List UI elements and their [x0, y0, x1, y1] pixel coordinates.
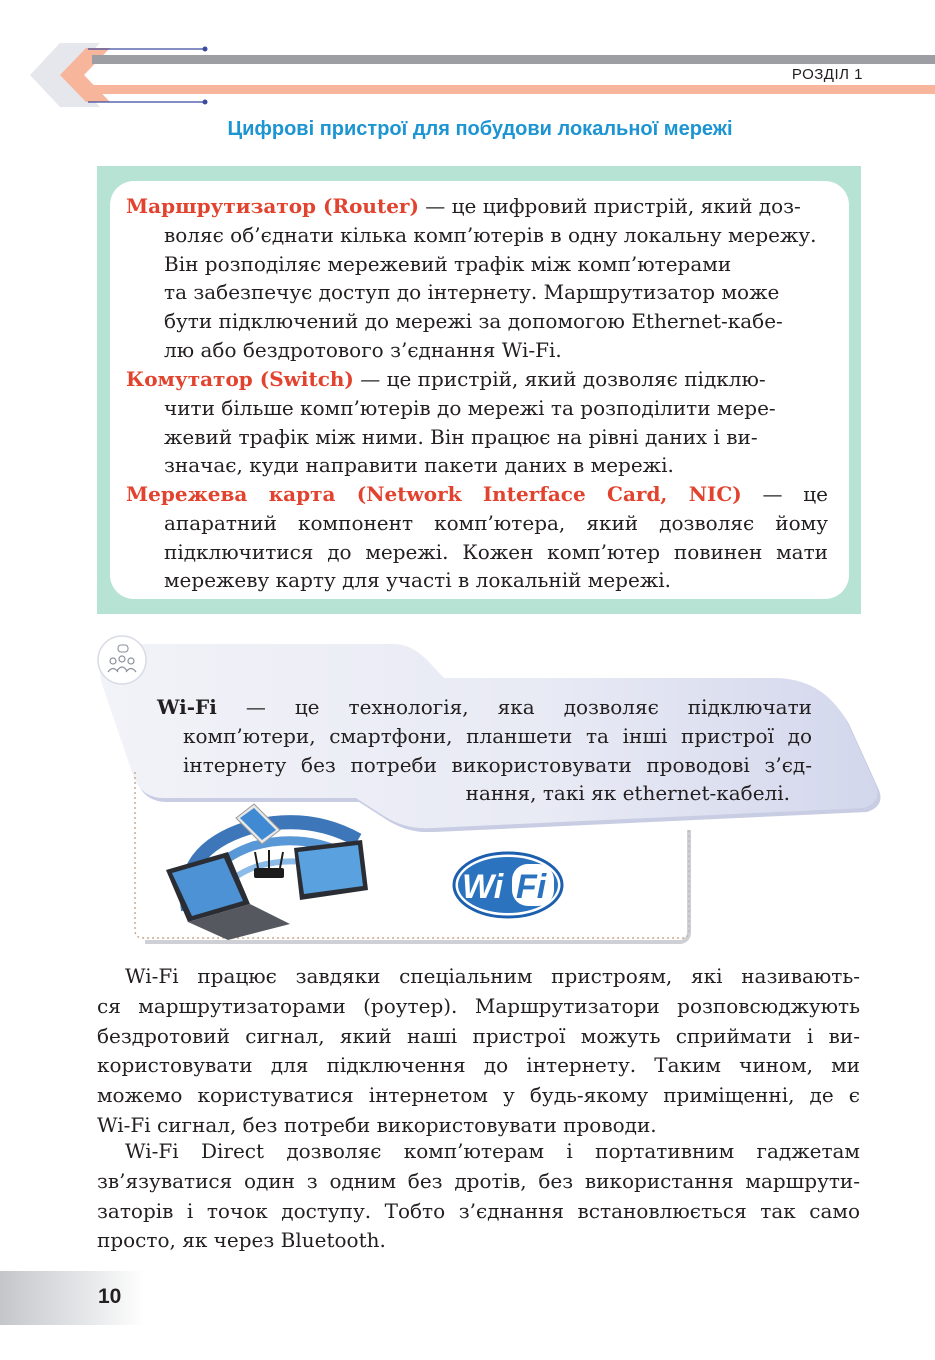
term-wifi: Wi-Fi: [157, 695, 217, 719]
definition-switch: Комутатор (Switch) — це пристрій, який дозволяє підклю- чити більше комп’ютерів до мережі та розподілити мере- жевий трафік між ними. Він працює на рівні даних і ви- значає, куди направити пакети даних в мережі.: [126, 367, 776, 478]
wifi-logo: [452, 850, 564, 920]
term-nic: Мережева карта (Network Interface Card, NIC): [126, 482, 742, 506]
section-title: Цифрові пристрої для побудови локальної мережі: [227, 118, 733, 140]
wifi-definition: Wi-Fi — це технологія, яка дозволяє підключати комп’ютери, смартфони, планшети та інші пристрої до інтернету без потреби використовувати проводові з’єд- нання, такі як ethernet-кабелі.: [157, 695, 812, 806]
paragraph-wifi-routers: Wi-Fi працює завдяки спеціальним пристроям, які називають- ся маршрутизаторами (роутер). Маршрутизатори розповсюджують бездротовий сигнал, який наші пристрої можуть сприймати і ви- користовувати для підключення до інтернету. Таким чином, ми можемо користуватися інтернетом у будь-якому приміщенні, де є Wi-Fi сигнал, без потреби використовувати проводи.: [97, 964, 860, 1137]
svg-text:Wi: Wi: [462, 868, 504, 906]
definition-router: Маршрутизатор (Router) — це цифровий пристрій, який доз- воляє об’єднати кілька комп’ютерів в одну локальну мережу. Він розподіляє мережевий трафік між комп’ютерами та забезпечує доступ до інтернету. Маршрутизатор може бути підключений до мережі за допомогою Ethernet-кабе- лю або бездротового з’єднання Wi-Fi.: [126, 194, 817, 362]
term-switch: Комутатор (Switch): [126, 367, 354, 391]
paragraph-wifi-direct: Wi-Fi Direct дозволяє комп’ютерам і портативним гаджетам зв’язуватися один з одним без дротів, без використання маршрути- заторів і точок доступу. Тобто з’єднання встановлюється так само просто, як через Bluetooth.: [97, 1139, 860, 1253]
page-number-tab: [0, 1271, 145, 1325]
chapter-label: РОЗДІЛ 1: [791, 66, 863, 83]
group-discussion-icon: [96, 634, 148, 686]
term-router: Маршрутизатор (Router): [126, 194, 419, 218]
page-number: 10: [98, 1285, 122, 1308]
svg-text:Fi: Fi: [516, 868, 547, 906]
definition-nic: Мережева карта (Network Interface Card, NIC) — це апаратний компонент комп’ютера, який дозволяє йому підключитися до мережі. Кожен комп’ютер повинен мати мережеву карту для участі в локальній мережі.: [126, 482, 828, 593]
network-devices-illustration: [158, 800, 372, 940]
